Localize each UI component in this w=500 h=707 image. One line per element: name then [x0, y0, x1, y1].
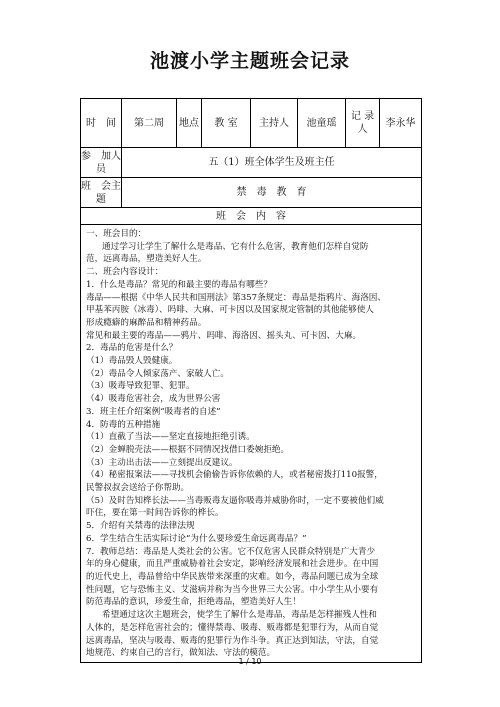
content-line: （4）秘密报案法——寻找机会偷偷告诉你依赖的人，或者秘密拨打110报警， [86, 470, 383, 481]
content-line: （2）金蝉脱壳法——根据不同情况找借口委婉拒绝。 [86, 444, 290, 455]
page-title: 池渡小学主题班会记录 [149, 50, 350, 72]
content-line: 5．介绍有关禁毒的法律法规 [86, 521, 195, 532]
content-line: 性问题，它与恐怖主义、艾滋病并称为当今世界三大公害。中小学生从小要有 [86, 584, 379, 595]
content-line: 二、班会内容设计： [86, 267, 164, 278]
place-label: 地点 [177, 99, 202, 148]
topic-label: 班 会主题 [81, 178, 122, 208]
content-line: 一、班会目的： [86, 229, 147, 239]
content-line: 1．什么是毒品？常见的和最主要的毒品有哪些？ [86, 279, 272, 290]
content-line: （5）及时告知桦长法——当毒贩毒友逼你吸毒并威胁你时，一定不要被他们威 [86, 495, 384, 506]
content-line: （1）直截了当法——坚定直接地拒绝引诱。 [86, 432, 255, 443]
content-heading: 班 会 内 容 [81, 208, 422, 225]
content-line: 民警叔叔会送给子你帮助。 [86, 483, 190, 494]
content-line: 4．防毒的五种措施 [86, 419, 161, 430]
content-line: （4）吸毒危害社会，成为世界公害 [86, 394, 221, 405]
content-line: 远离毒品，坚决与吸毒、贩毒的犯罪行为作斗争。真正达到知法，守法，自觉 [86, 635, 379, 646]
content-line: 形成瘾癖的麻醉品和精神药品。 [86, 317, 207, 328]
content-line: 年的身心健康，而且严重威胁着社会安定，影响经济发展和社会进步。在中国 [86, 559, 379, 570]
content-line: 2．毒品的危害是什么？ [86, 343, 178, 354]
content-line: 甲基苯丙胺（冰毒）、吗啡、大麻、可卡因以及国家规定管制的其他能够使人 [86, 305, 374, 316]
place-value: 教 室 [202, 99, 251, 148]
host-label: 主持人 [251, 99, 298, 148]
time-label: 时 间 [81, 99, 122, 148]
content-line: 吓住，要在第一时间告诉你的桦长。 [86, 508, 224, 519]
content-line: 7．教师总结：毒品是人类社会的公害。它不仅危害人民群众特别是广大青少 [86, 546, 376, 557]
content-line: 人体的，是怎样危害社会的；懂得禁毒、吸毒、贩毒都是犯罪行为，从而自觉 [86, 622, 379, 633]
recorder-value: 李永华 [380, 99, 422, 148]
content-line: 范，远离毒品，塑造美好人生。 [86, 254, 207, 265]
content-line: 通过学习让学生了解什么是毒品、它有什么危害，教育他们怎样自觉防 [102, 241, 369, 252]
topic-value: 禁 毒 教 育 [122, 178, 422, 208]
host-value: 池童瑶 [298, 99, 346, 148]
content-line: （3）主动出击法——立刻提出反建议。 [86, 457, 238, 468]
content-line: 的近代史上，毒品曾给中华民族带来深重的灾难。如今，毒品问题已成为全球 [86, 571, 379, 582]
content-line: （3）吸毒导致犯罪、犯罪。 [86, 381, 195, 392]
page-number: 1 / 10 [238, 657, 262, 666]
recorder-label: 记 录人 [346, 99, 380, 148]
content-line: （2）毒品令人倾家荡产、家破人亡。 [86, 368, 229, 379]
participants-label: 参 加人员 [81, 148, 122, 178]
content-line: 地规范、约束自己的言行，做知法、守法的模范。 [86, 648, 276, 659]
content-line: （1）毒品毁人毁健康。 [86, 356, 178, 367]
time-value: 第二周 [122, 99, 177, 148]
content-line: 希望通过这次主题班会，使学生了解什么是毒品，毒品是怎样摧残人性和 [102, 610, 378, 621]
content-line: 6．学生结合生活实际讨论“为什么要珍爱生命远离毒品？” [86, 533, 307, 544]
meeting-content [81, 225, 422, 663]
content-line: 毒品——根据《中华人民共和国刑法》第357条规定：毒品是指鸦片、海洛因、 [86, 292, 386, 303]
participants-value: 五（1）班全体学生及班主任 [122, 148, 422, 178]
content-line: 防范毒品的意识，珍爱生命，拒绝毒品，塑造美好人生！ [86, 597, 301, 608]
content-line: 3．班主任介绍案例“吸毒者的自述” [86, 406, 221, 417]
meeting-record-table [80, 98, 422, 663]
content-line: 常见和最主要的毒品——鸦片、吗啡、海洛因、摇头丸、可卡因、大麻。 [86, 330, 362, 341]
